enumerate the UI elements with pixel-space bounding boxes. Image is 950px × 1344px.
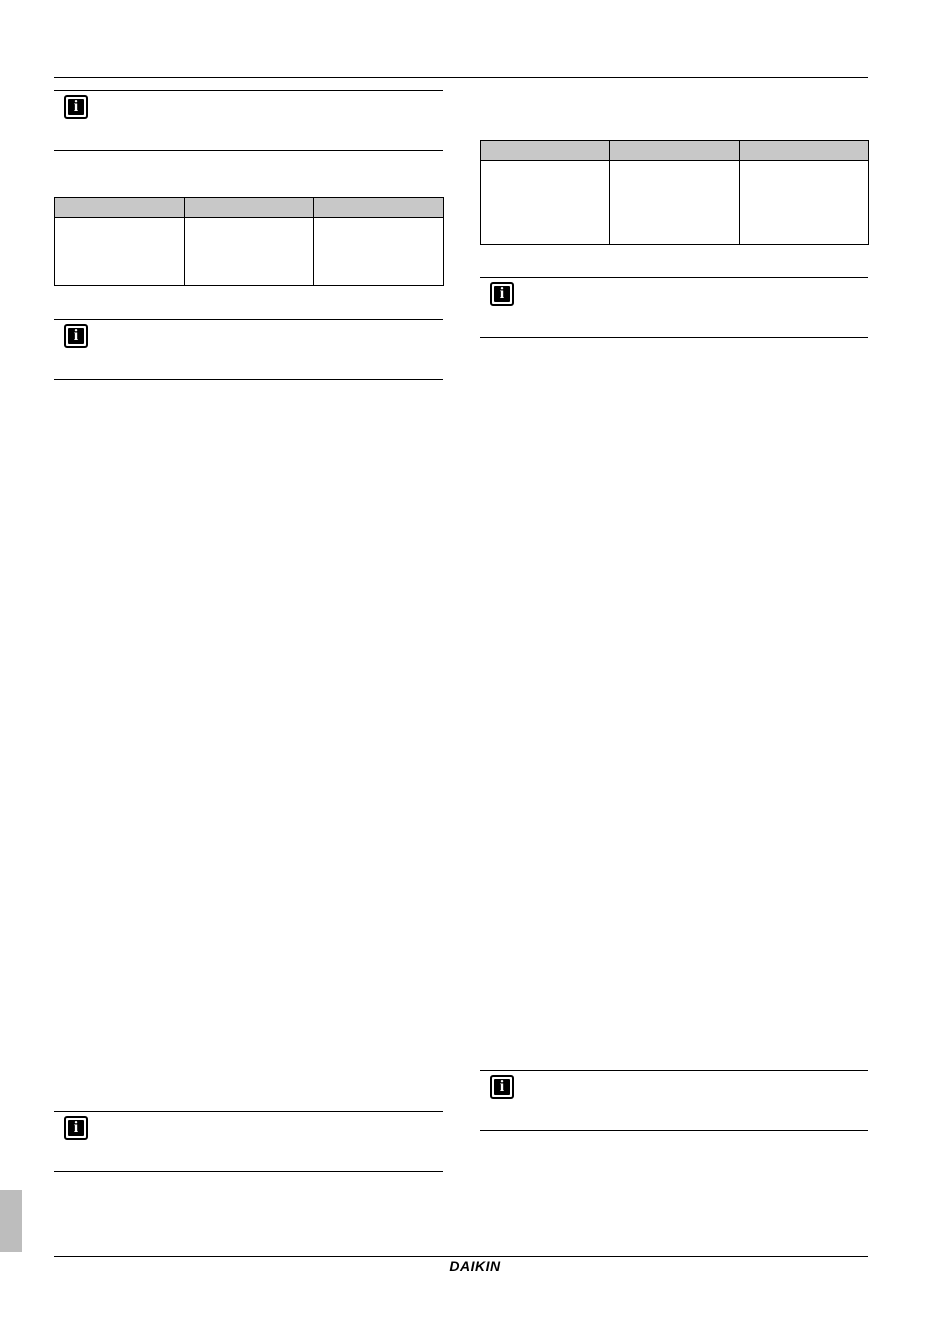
left-table — [54, 197, 444, 286]
info-note-3-bottom-rule — [54, 1171, 443, 1172]
table-header-cell — [740, 141, 869, 161]
table-row — [55, 218, 444, 286]
table-header-cell — [610, 141, 740, 161]
table-cell — [55, 218, 185, 286]
page-footer-rule — [54, 1256, 868, 1257]
info-icon: i — [64, 95, 88, 119]
table-cell — [740, 161, 869, 245]
table-header-cell — [314, 198, 444, 218]
info-icon: i — [490, 1075, 514, 1099]
side-tab — [0, 1190, 22, 1252]
info-note-4-top-rule — [480, 277, 868, 278]
info-note-3-top-rule — [54, 1111, 443, 1112]
table-header-row — [481, 141, 869, 161]
logo-text: DAIKIN — [449, 1258, 501, 1274]
info-note-5-top-rule — [480, 1070, 868, 1071]
table-cell — [314, 218, 444, 286]
table-header-cell — [185, 198, 314, 218]
daikin-logo — [0, 1258, 950, 1276]
info-note-1-top-rule — [54, 90, 443, 91]
info-note-1-bottom-rule — [54, 150, 443, 151]
info-icon: i — [64, 1116, 88, 1140]
table-cell — [610, 161, 740, 245]
right-table — [480, 140, 869, 245]
table-header-row — [55, 198, 444, 218]
info-note-5-bottom-rule — [480, 1130, 868, 1131]
info-icon: i — [64, 324, 88, 348]
table-row — [481, 161, 869, 245]
info-note-2-top-rule — [54, 319, 443, 320]
table-cell — [481, 161, 610, 245]
table-header-cell — [55, 198, 185, 218]
info-note-4-bottom-rule — [480, 337, 868, 338]
table-cell — [185, 218, 314, 286]
page-header-rule — [54, 77, 868, 78]
info-note-2-bottom-rule — [54, 379, 443, 380]
info-icon: i — [490, 282, 514, 306]
table-header-cell — [481, 141, 610, 161]
